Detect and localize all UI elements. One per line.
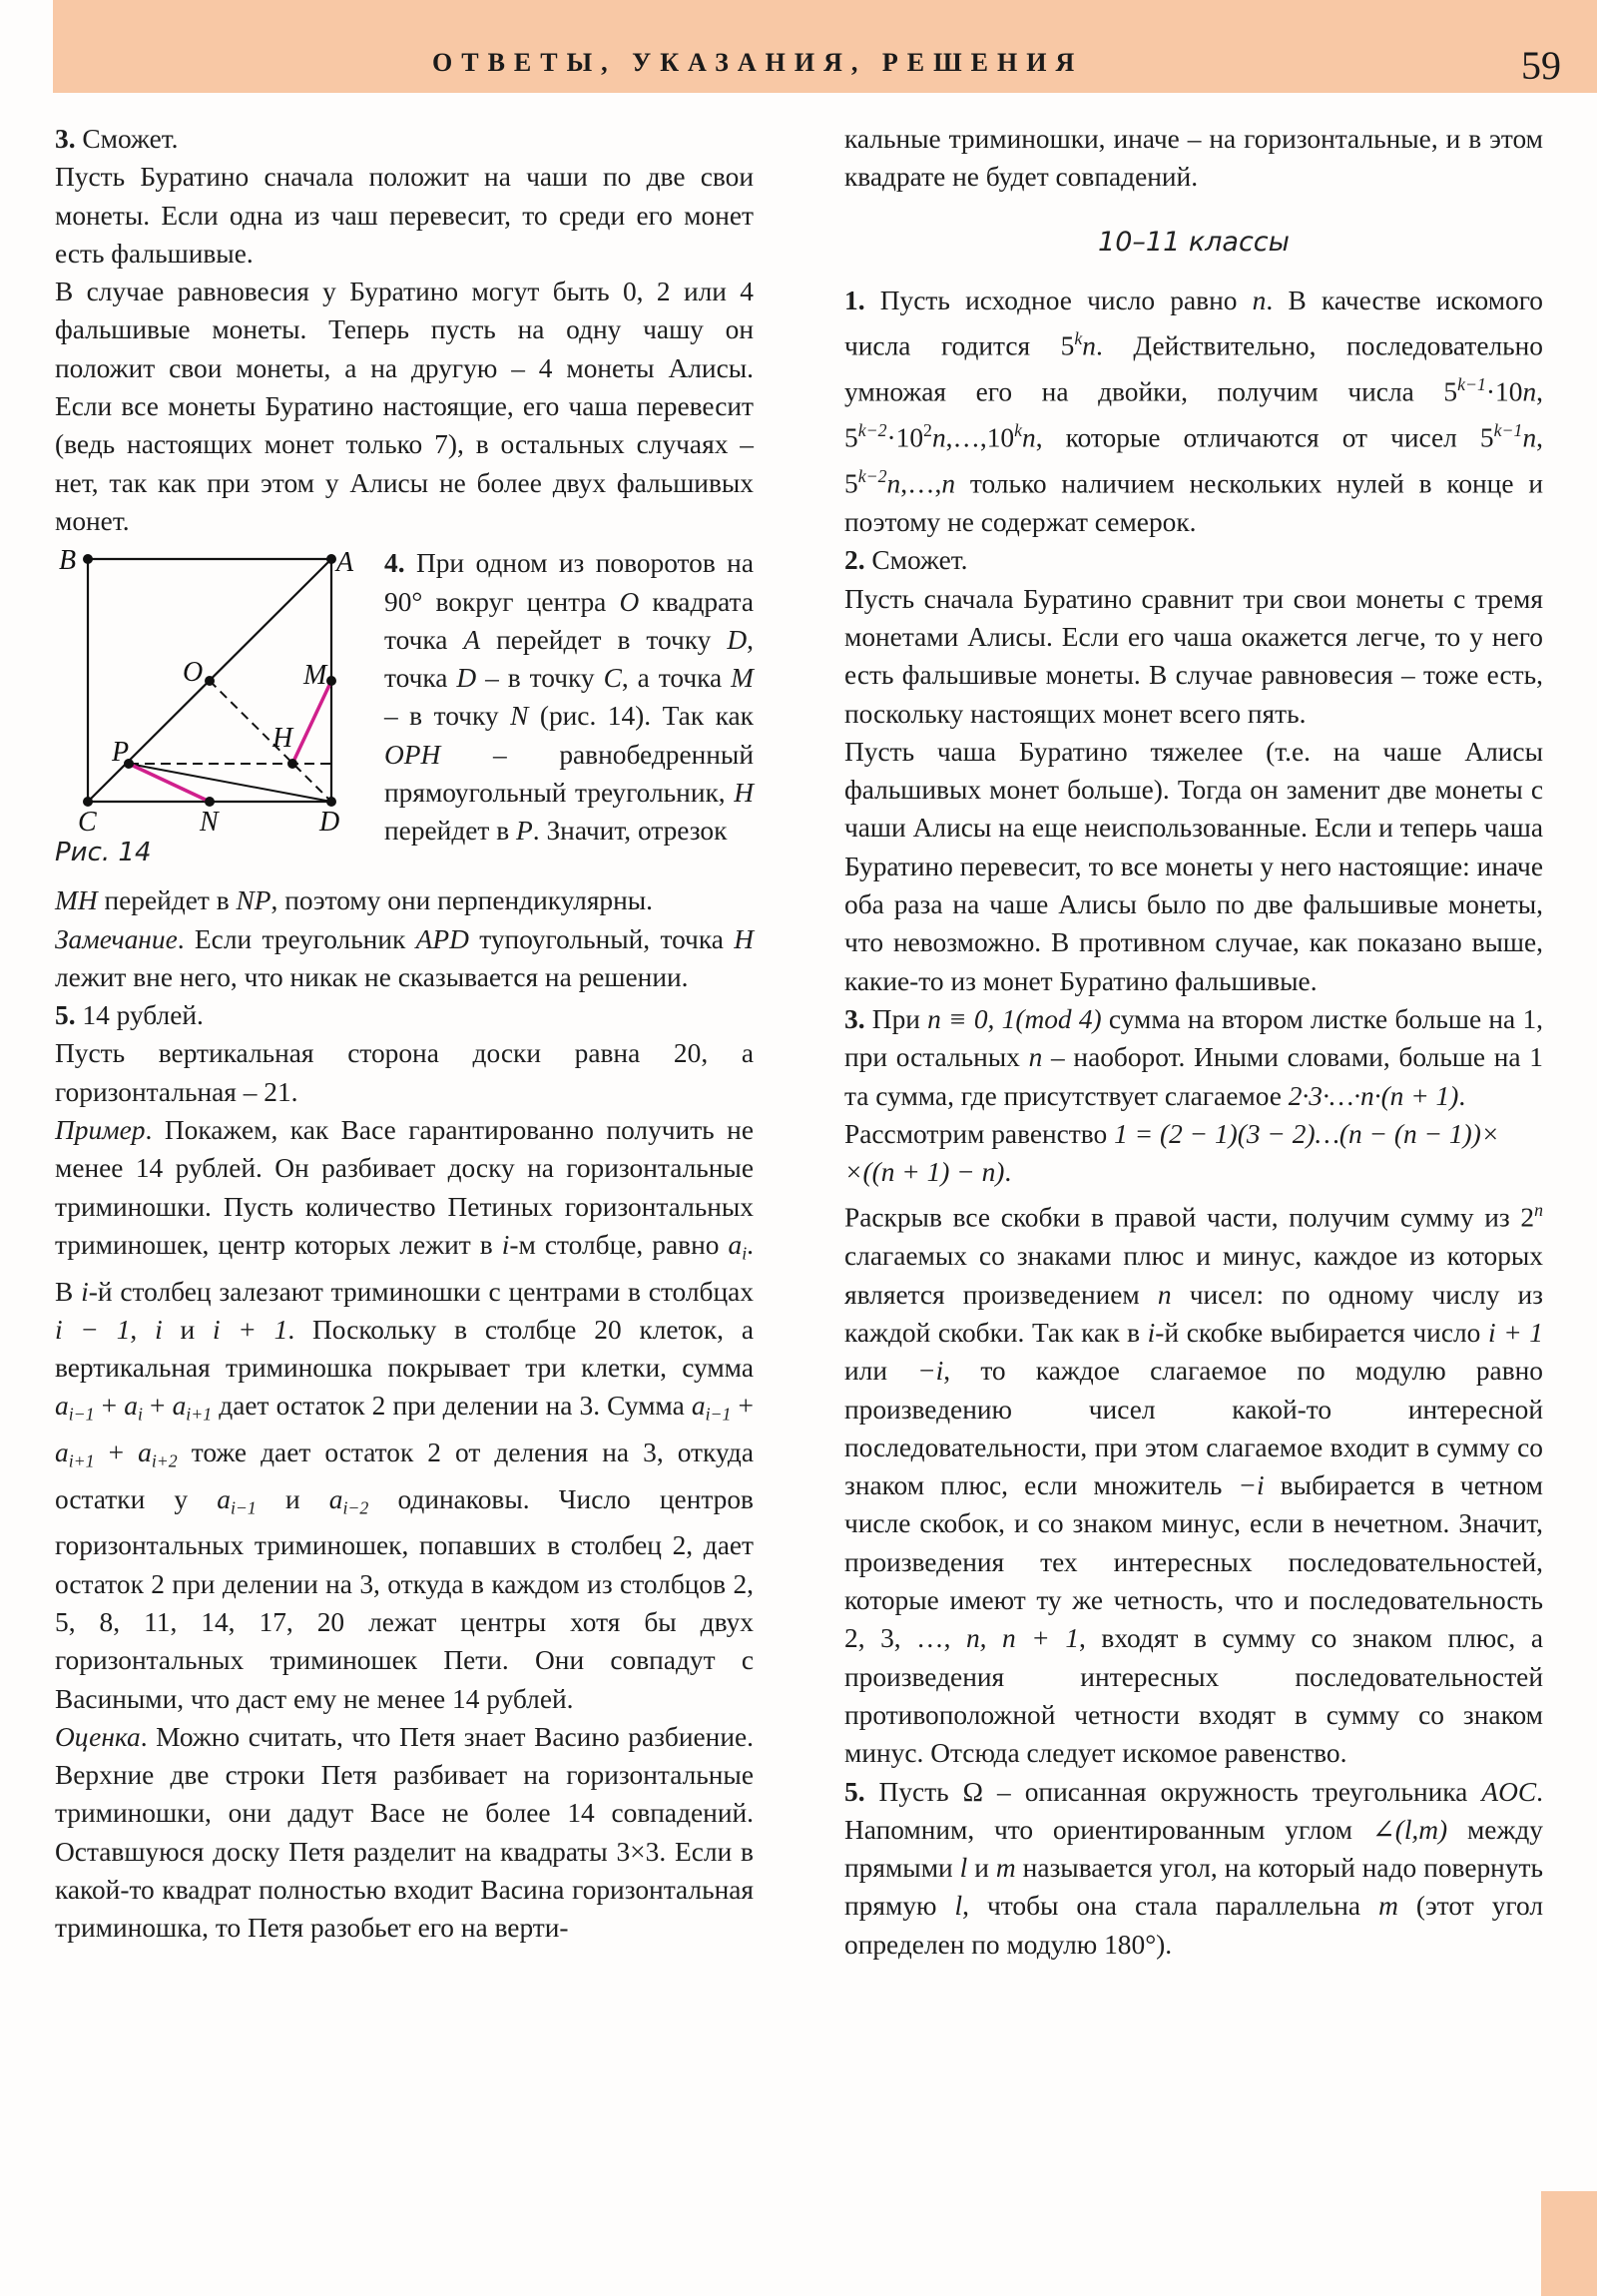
point-M — [326, 676, 336, 686]
problem-3-answer: 3. Сможет. — [55, 124, 179, 154]
continued-text: кальные триминошки, иначе – на горизонтальные, и в этом квадрате не будет совпадений. — [844, 124, 1543, 193]
segment-PN — [129, 764, 210, 802]
label-D: D — [319, 807, 340, 835]
geometry-diagram — [55, 544, 384, 834]
grade10-problem-5: 5. Пусть Ω – описанная окружность треугольника AOC. Напомним, что ориентированным углом ∠(l,m) между прямыми l и m называется угол, на который надо повернуть прямую l, чтобы она стала параллельна m (этот угол определен по модулю 180°). — [844, 1776, 1543, 1960]
problem-4-remark: Замечание. Если треугольник APD тупоугольный, точка H лежит вне него, что никак не сказывается на решении. — [55, 923, 754, 992]
point-N — [205, 797, 215, 807]
dashed-OD — [210, 681, 331, 802]
left-column — [55, 120, 754, 1948]
grade10-problem-2-paragraph-2: Пусть чаша Буратино тяжелее (т.е. на чаше Алисы фальшивых монет больше). Тогда он заменит две монеты с чаши Алисы на еще неиспользованные. Если и теперь чаша Буратино перевесит, то все монеты у него настоящие: иначе оба раза на чаше Алисы было по две фальшивые монеты, что невозможно. В противном случае, как показано выше, какие-то из монет Буратино фальшивые. — [844, 736, 1543, 996]
point-A — [326, 554, 336, 564]
label-P: P — [112, 737, 130, 769]
problem-4-block — [55, 544, 754, 883]
right-column — [844, 120, 1543, 1964]
grade10-problem-2-paragraph-1: Пусть сначала Буратино сравнит три свои монеты с тремя монетами Алисы. Если его чаша окажется легче, то у него есть фальшивые монеты. В случае равновесия – тоже есть, поскольку настоящих монет всего пять. — [844, 583, 1543, 729]
grade10-problem-1: 1. Пусть исходное число равно n. В качестве искомого числа годится 5$^k$n. Действительно, последовательно умножая его на двойки, получим числа $5^{k-1}\cdot 10n$, $5^{k-2}\cdot 10^2n,\dots,10^kn$, которые отличаются от чисел $5^{k-1}n$, $5^{k-2}n,\dots,n$ только наличием нескольких нулей в конце и поэтому не содержат семерок. — [844, 285, 1543, 538]
problem-5-example: Пример. Покажем, как Васе гарантированно получить не менее 14 рублей. Он разбивает доску на горизонтальные триминошки. Пусть количество Петиных горизонтальных триминошек, центр которых лежит в i-м столбце, равно $a_i$. В i-й столбец залезают триминошки с центрами в столбцах i − 1, i и i + 1. Поскольку в столбце 20 клеток, а вертикальная триминошка покрывает три клетки, сумма $a_{i-1} + a_i + a_{i+1}$ дает остаток 2 при делении на 3. Сумма $a_{i-1} + a_{i+1} + a_{i+2}$ тоже дает остаток 2 от деления на 3, откуда остатки у $a_{i-1}$ и $a_{i-2}$ одинаковы. Число центров горизонтальных триминошек, попавших в столбец 2, дает остаток 2 при делении на 3, откуда в каждом из столбцов 2, 5, 8, 11, 14, 17, 20 лежат центры хотя бы двух горизонтальных триминошек Пети. Они совпадут с Васиными, что даст ему не менее 14 рублей. — [55, 1115, 754, 1714]
label-A: A — [336, 547, 354, 579]
point-D — [326, 797, 336, 807]
label-C: C — [78, 807, 97, 835]
figure-14 — [55, 544, 384, 883]
problem-3-paragraph-2: В случае равновесия у Буратино могут быть 0, 2 или 4 фальшивые монеты. Теперь пусть на одну чашу он положит свои монеты, а на другую – 4 монеты Алисы. Если все монеты Буратино настоящие, его чаша перевесит (ведь настоящих монет только 7), в остальных случаях – нет, так как при этом у Алисы не более двух фальшивых монет. — [55, 277, 754, 536]
problem-4-text: 4. При одном из поворотов на 90° вокруг центра O квадрата точка A перейдет в точку D, точка D – в точку C, а точка M – в точку N (рис. 14). Так как OPH – равнобедренный прямоугольный треугольник, H перейдет в P. Значит, отрезок — [384, 548, 754, 847]
problem-5-paragraph-1: Пусть вертикальная сторона доски равна 20, а горизонтальная – 21. — [55, 1038, 754, 1107]
segment-MH — [292, 681, 331, 764]
label-M: M — [303, 660, 327, 692]
segment-PD — [129, 764, 331, 802]
grade10-problem-3-proof: Раскрыв все скобки в правой части, получим сумму из 2$^n$ слагаемых со знаками плюс и минус, каждое из которых является произведением n чисел: по одному числу из каждой скобки. Так как в i-й скобке выбирается число i + 1 или −i, то каждое слагаемое по модулю равно произведению чисел какой-то интересной последовательности, при этом слагаемое входит в сумму со знаком плюс, если множитель −i выбирается в четном числе скобок, и со знаком минус, если в нечетном. Значит, произведения тех интересных последовательностей, которые имеют ту же четность, что и последовательность 2, 3, …, n, n + 1, входят в сумму со знаком плюс, а произведения интересных последовательностей противоположной четности входят в сумму со знаком минус. Отсюда следует искомое равенство. — [844, 1200, 1544, 1769]
problem-3-paragraph-1: Пусть Буратино сначала положит на чаши по две свои монеты. Если одна из чаш перевесит, то среди его монет есть фальшивые. — [55, 162, 754, 269]
grade10-problem-3-equality: Рассмотрим равенство 1 = (2 − 1)(3 − 2)…(n − (n − 1))× ×((n + 1) − n). — [844, 1118, 1500, 1188]
figure-caption: Рис. 14 — [55, 838, 152, 868]
problem-4-text-continued: MH перейдет в NP, поэтому они перпендикулярны. — [55, 885, 654, 916]
running-title: ОТВЕТЫ, УКАЗАНИЯ, РЕШЕНИЯ — [432, 48, 1084, 77]
page-header — [53, 0, 1597, 93]
label-B: B — [59, 545, 77, 577]
point-B — [83, 554, 93, 564]
grade10-problem-2-answer: 2. Сможет. — [844, 545, 968, 576]
page-corner-tab — [1541, 2191, 1597, 2296]
section-title: 10–11 классы — [1098, 226, 1290, 258]
point-H — [287, 759, 297, 769]
label-H: H — [272, 723, 293, 755]
page-number: 59 — [1521, 43, 1561, 88]
label-N: N — [200, 807, 219, 835]
point-C — [83, 797, 93, 807]
label-O: O — [183, 657, 204, 689]
grade10-problem-3: 3. При n ≡ 0, 1(mod 4) сумма на втором листке больше на 1, при остальных n – наоборот. Иными словами, больше на 1 та сумма, где присутствует слагаемое 2·3·…·n·(n + 1). — [844, 1003, 1543, 1111]
problem-5-answer: 5. 14 рублей. — [55, 1000, 204, 1031]
problem-5-estimate: Оценка. Можно считать, что Петя знает Васино разбиение. Верхние две строки Петя разбивает на горизонтальные триминошки, они дадут Васе не более 14 совпадений. Оставшуюся доску Петя разделит на квадраты 3×3. Если в какой-то квадрат полностью входит Васина горизонтальная триминошка, то Петя разобьет его на верти- — [55, 1721, 754, 1944]
point-O — [205, 676, 215, 686]
